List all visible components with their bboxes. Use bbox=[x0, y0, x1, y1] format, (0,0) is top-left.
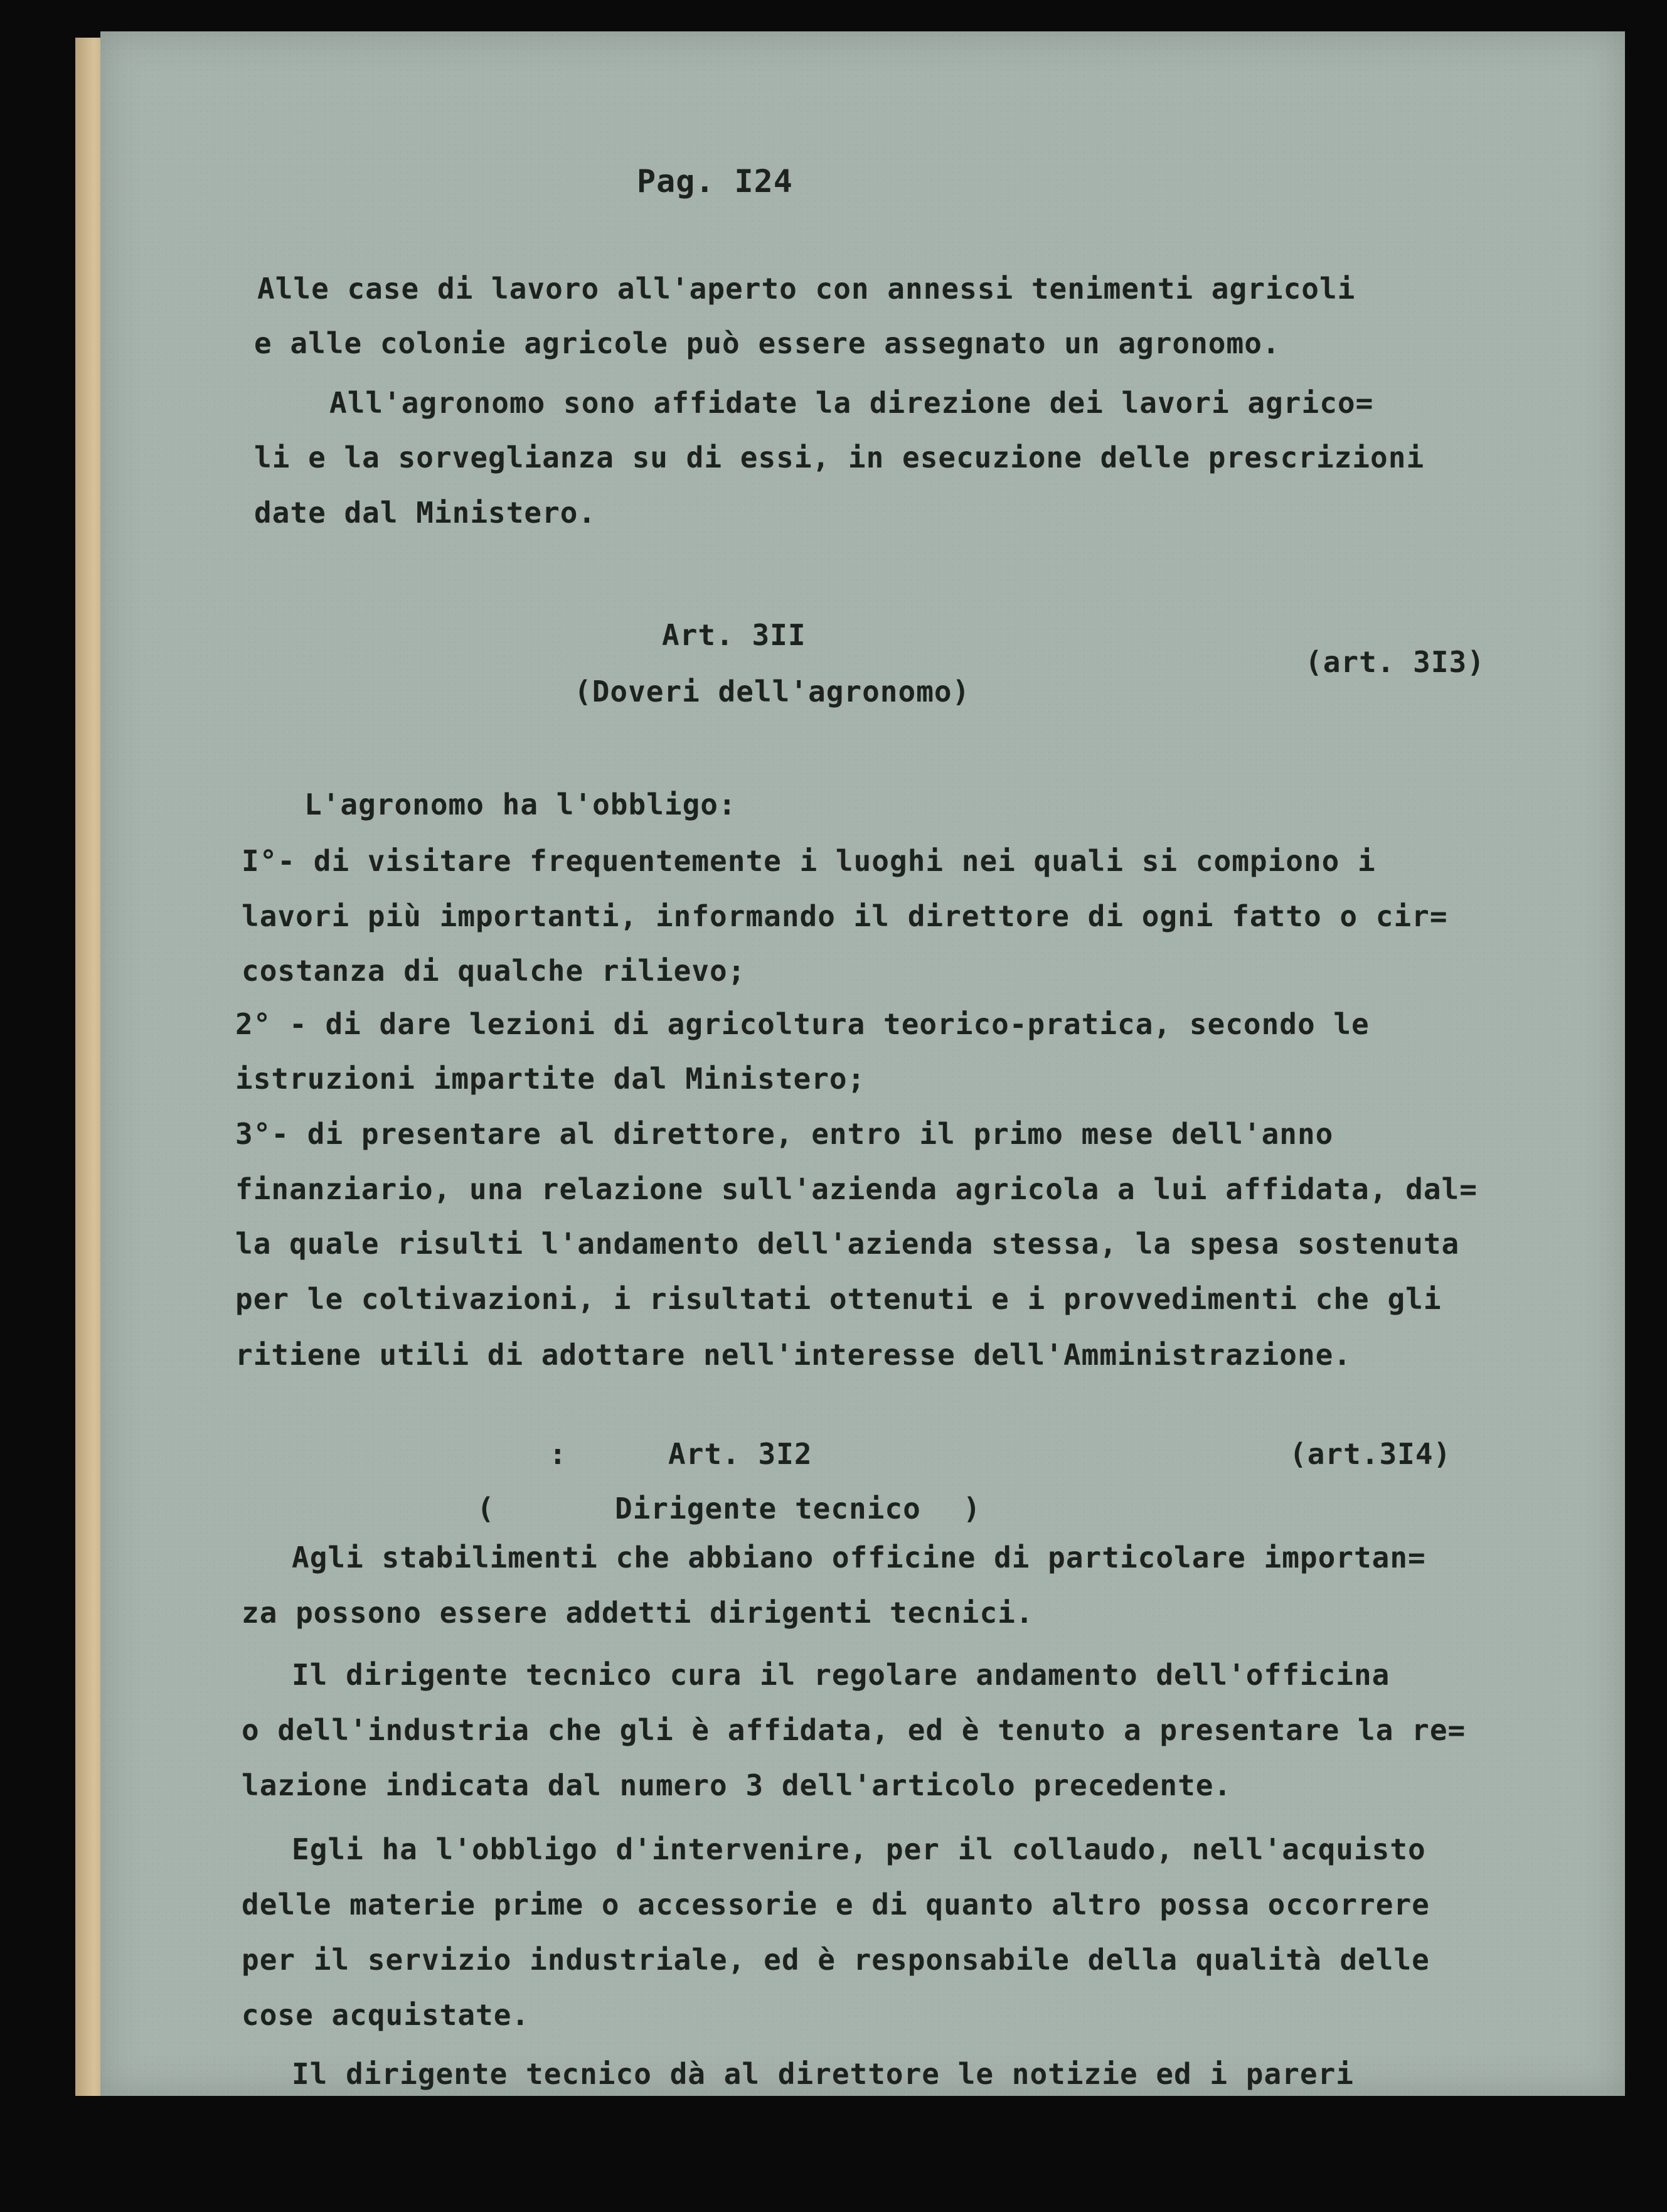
list-item: 2° - di dare lezioni di agricoltura teorico-pratica, secondo le bbox=[235, 1007, 1370, 1041]
list-item: istruzioni impartite dal Ministero; bbox=[235, 1062, 866, 1096]
body-line: delle materie prime o accessorie e di quanto altro possa occorrere bbox=[242, 1888, 1430, 1921]
article-heading: Art. 3I2 bbox=[668, 1437, 812, 1471]
article-heading: Art. 3II bbox=[662, 618, 806, 652]
page-text bbox=[100, 31, 1625, 2096]
body-line: Agli stabilimenti che abbiano officine di particolare importan= bbox=[292, 1541, 1426, 1574]
margin-mark: : bbox=[549, 1437, 567, 1471]
article-reference: (art. 3I3) bbox=[1305, 645, 1485, 679]
list-item: costanza di qualche rilievo; bbox=[242, 954, 746, 988]
list-item: 3°- di presentare al direttore, entro il primo mese dell'anno bbox=[235, 1117, 1334, 1151]
body-line: All'agronomo sono affidate la direzione dei lavori agrico= bbox=[329, 386, 1374, 420]
body-line: Il dirigente tecnico cura il regolare andamento dell'officina bbox=[292, 1658, 1390, 1692]
article-subtitle: (Doveri dell'agronomo) bbox=[574, 675, 971, 708]
article-subtitle: Dirigente tecnico bbox=[615, 1492, 921, 1525]
list-item: la quale risulti l'andamento dell'azienda stessa, la spesa sostenuta bbox=[235, 1227, 1460, 1261]
document-page bbox=[100, 31, 1625, 2096]
list-item: per le coltivazioni, i risultati ottenuti e i provvedimenti che gli bbox=[235, 1282, 1442, 1316]
body-line: L'agronomo ha l'obbligo: bbox=[304, 788, 737, 821]
list-item: finanziario, una relazione sull'azienda agricola a lui affidata, dal= bbox=[235, 1172, 1478, 1206]
body-line: per il servizio industriale, ed è responsabile della qualità delle bbox=[242, 1943, 1430, 1977]
body-line: Alle case di lavoro all'aperto con annessi tenimenti agricoli bbox=[257, 272, 1356, 306]
body-line: za possono essere addetti dirigenti tecnici. bbox=[242, 1596, 1034, 1630]
list-item: lavori più importanti, informando il direttore di ogni fatto o cir= bbox=[242, 899, 1448, 933]
body-line: date dal Ministero. bbox=[254, 496, 597, 530]
list-item: ritiene utili di adottare nell'interesse dell'Amministrazione. bbox=[235, 1338, 1352, 1372]
body-line: lazione indicata dal numero 3 dell'articolo precedente. bbox=[242, 1768, 1232, 1802]
body-line: Egli ha l'obbligo d'intervenire, per il collaudo, nell'acquisto bbox=[292, 1832, 1426, 1866]
article-subtitle-open: ( bbox=[477, 1492, 495, 1525]
body-line: li e la sorveglianza su di essi, in esecuzione delle prescrizioni bbox=[254, 441, 1425, 474]
page-number: Pag. I24 bbox=[637, 163, 793, 200]
article-subtitle-close: ) bbox=[963, 1492, 981, 1525]
body-line: o dell'industria che gli è affidata, ed è tenuto a presentare la re= bbox=[242, 1713, 1466, 1747]
article-reference: (art.3I4) bbox=[1289, 1437, 1452, 1471]
body-line: cose acquistate. bbox=[242, 1998, 530, 2032]
body-line: e alle colonie agricole può essere assegnato un agronomo. bbox=[254, 326, 1281, 360]
list-item: I°- di visitare frequentemente i luoghi nei quali si compiono i bbox=[242, 844, 1376, 878]
body-line: Il dirigente tecnico dà al direttore le notizie ed i pareri bbox=[292, 2057, 1354, 2091]
